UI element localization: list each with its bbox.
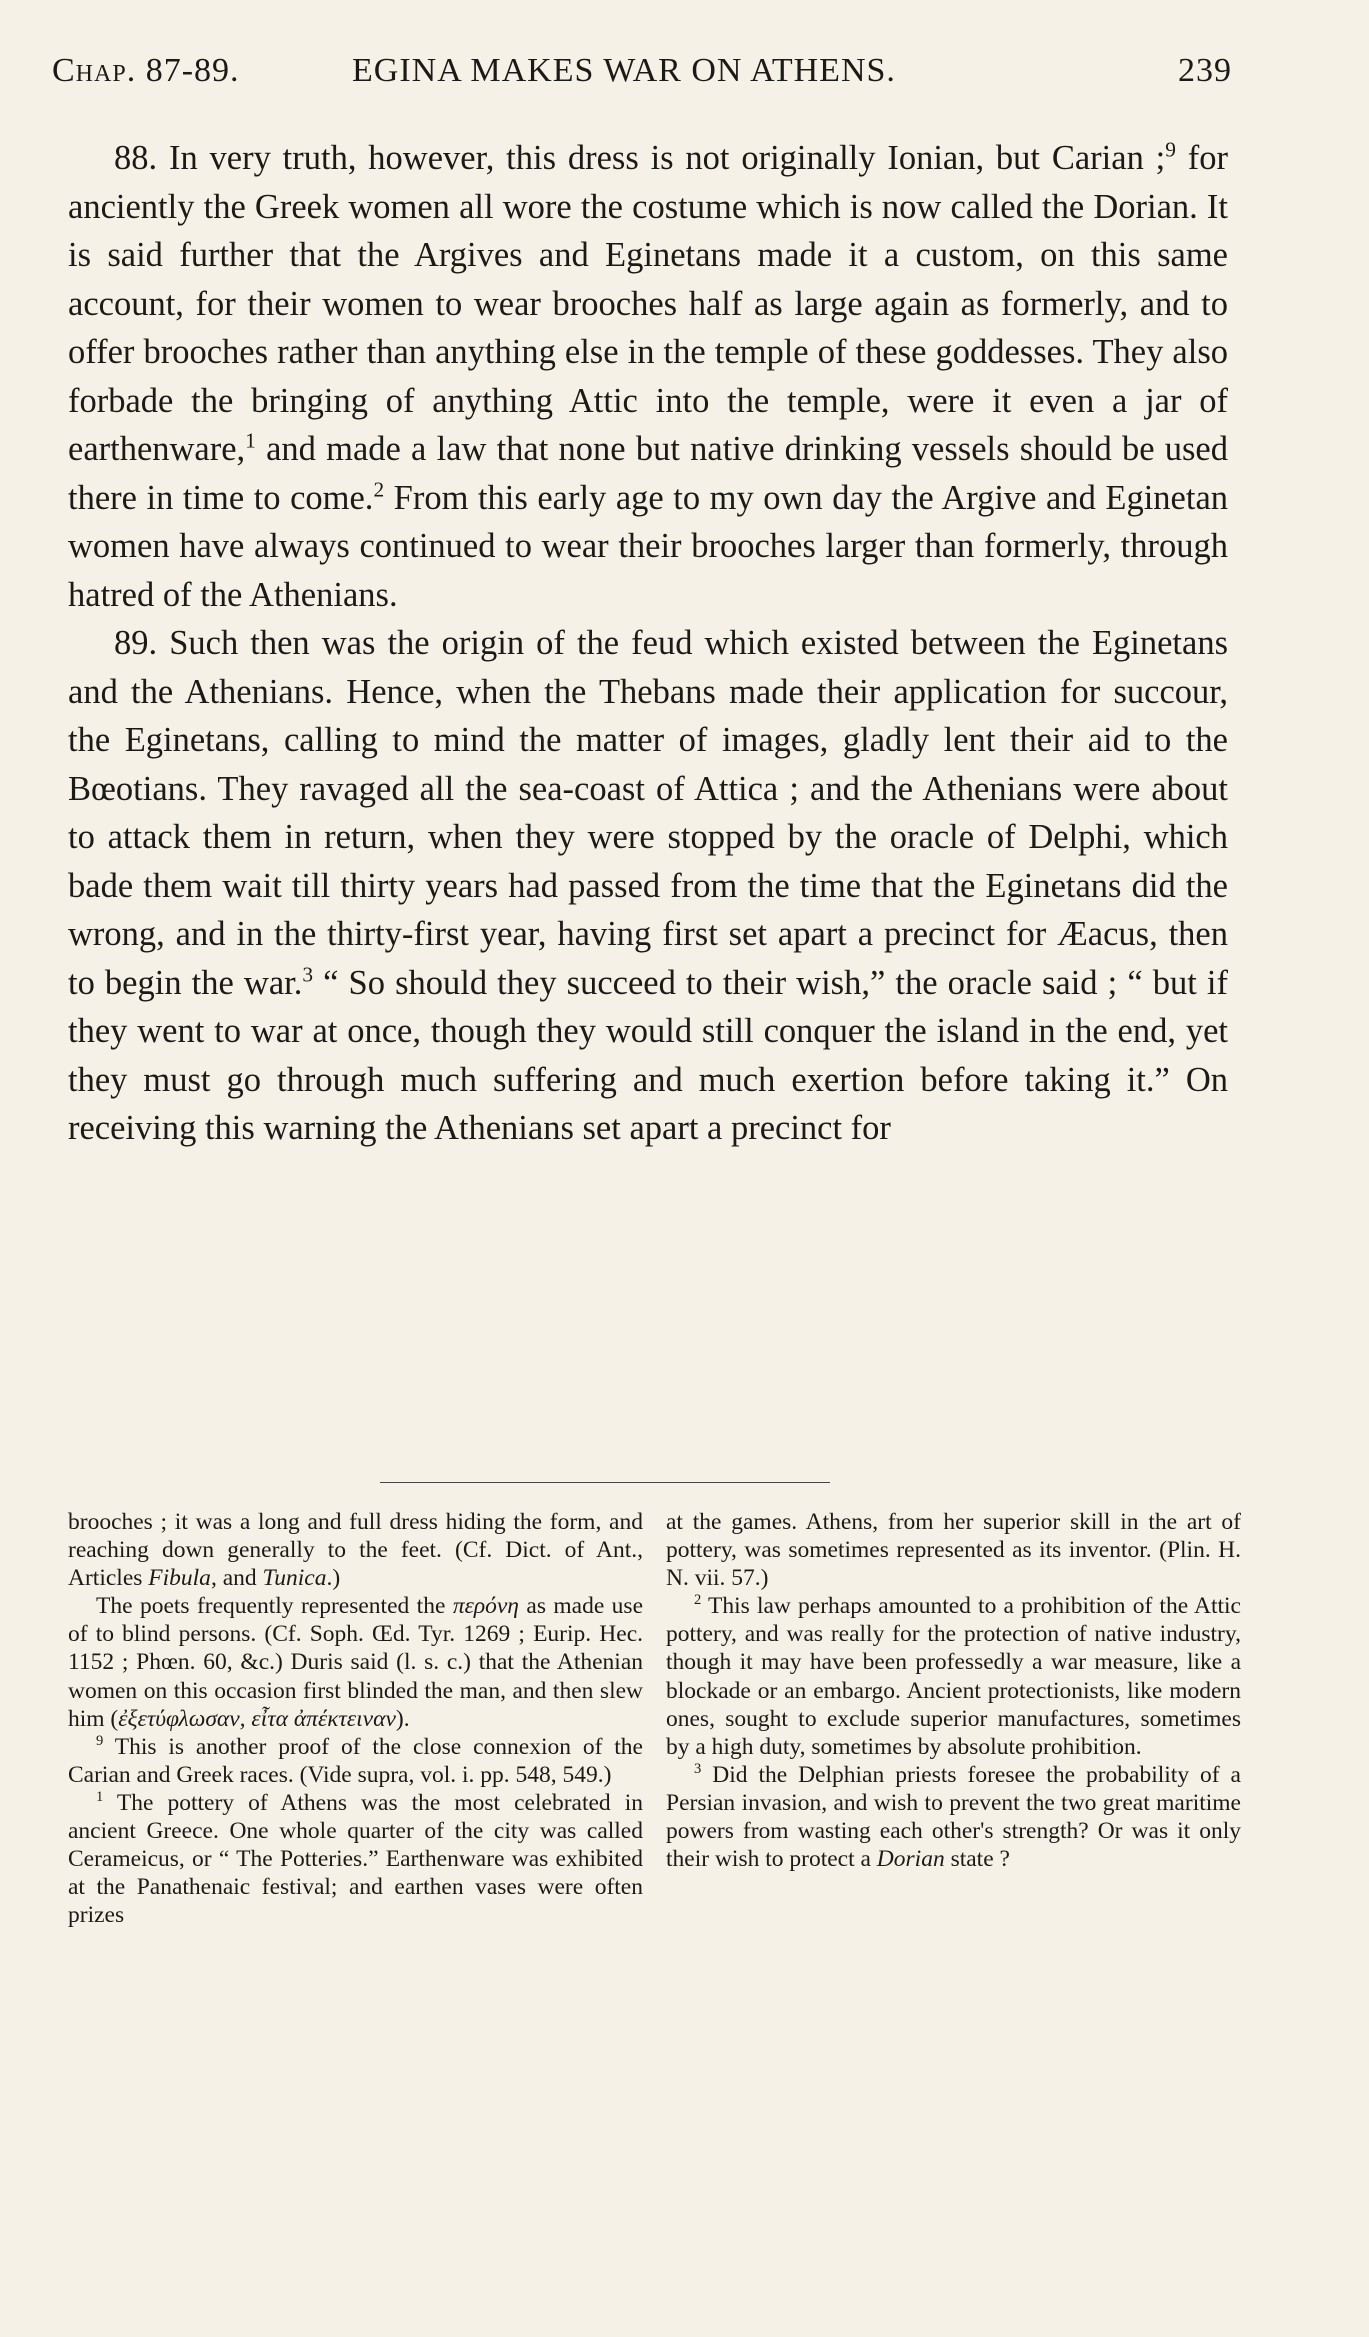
footnote-text: .) bbox=[326, 1565, 341, 1592]
para88-text-1: 88. In very truth, however, this dress is not originally Ionian, but Carian ; bbox=[114, 139, 1166, 177]
footnote-text: , and bbox=[210, 1565, 263, 1592]
para88-text-4: From this early age to my own day the Argive and Eginetan women have always continued to wear their brooches larger than formerly, through hatred of the Athenians. bbox=[68, 478, 1229, 614]
greek-word: περόνη bbox=[452, 1593, 519, 1620]
footnote-number: 2 bbox=[694, 1592, 702, 1609]
footnote-continuation: at the games. Athens, from her superior skill in the art of pottery, was sometimes represented as its inventor. (Plin. H. N. vii. 57.) bbox=[666, 1509, 1241, 1592]
page-number: 239 bbox=[1178, 52, 1232, 89]
footnote-3 bbox=[666, 1761, 1241, 1873]
footnote-text: state ? bbox=[944, 1846, 1010, 1873]
italic-tunica: Tunica bbox=[262, 1565, 327, 1592]
footnote-ref-2: 2 bbox=[373, 477, 385, 501]
footnote-ref-9: 9 bbox=[1165, 137, 1176, 162]
footnotes-left-column bbox=[68, 1508, 643, 1929]
footnote-continuation bbox=[68, 1508, 643, 1592]
footnote-text: This is another proof of the close connexion of the Carian and Greek races. (Vide supra, vol. i. pp. 548, 549.) bbox=[68, 1733, 643, 1788]
page-title: EGINA MAKES WAR ON ATHENS. bbox=[352, 52, 896, 89]
chapter-reference: Chap. 87-89. bbox=[52, 52, 240, 89]
footnote-ref-1: 1 bbox=[245, 428, 256, 453]
footnote-9 bbox=[68, 1733, 643, 1789]
running-header bbox=[52, 52, 1232, 92]
footnote-ref-3: 3 bbox=[302, 962, 314, 986]
footnote-paragraph bbox=[68, 1592, 643, 1732]
footnote-text: The pottery of Athens was the most celebrated in ancient Greece. One whole quarter of the city was called Cerameicus, or “ The Potteries.” Earthenware was exhibited at the Panathenaic festival; and earthen vases were often prizes bbox=[68, 1789, 643, 1929]
para88-text-2: for anciently the Greek women all wore the costume which is now called the Dorian. It is said further that the Argives and Eginetans made it a custom, on this same account, for their women to wear brooches half as large again as formerly, and to offer brooches rather than anything else in the temple of these goddesses. They also forbade the bringing of anything Attic into the temple, were it even a jar of earthenware, bbox=[68, 139, 1229, 468]
footnote-2 bbox=[666, 1592, 1241, 1761]
footnote-text: The poets frequently represented the bbox=[96, 1593, 453, 1620]
footnote-text: as made use of to blind persons. (Cf. Soph. Œd. Tyr. 1269 ; Eurip. Hec. 1152 ; Phœn. 60, &c.) Duris said (l. s. c.) that the Athenian women on this occasion first blinded the man, and then slew him ( bbox=[68, 1593, 644, 1732]
italic-fibula: Fibula bbox=[148, 1565, 211, 1592]
main-text bbox=[68, 134, 1228, 1153]
para88-text-3: and made a law that none but native drinking vessels should be used there in time to come. bbox=[68, 430, 1228, 517]
para89-text-1: 89. Such then was the origin of the feud which existed between the Eginetans and the Athenians. Hence, when the Thebans made their application for succour, the Eginetans, calling to mind the matter of images, gladly lent their aid to the Bœotians. They ravaged all the sea-coast of Attica ; and the Athenians were about to attack them in return, when they were stopped by the oracle of Delphi, which bade them wait till thirty years had passed from the time that the Eginetans did the wrong, and in the thirty-first year, having first set apart a precinct for Æacus, then to begin the war. bbox=[68, 624, 1228, 1002]
footnotes-right-column bbox=[666, 1508, 1241, 1873]
footnote-1 bbox=[68, 1789, 643, 1929]
footnote-number: 3 bbox=[694, 1761, 702, 1778]
paragraph-89 bbox=[68, 619, 1228, 1153]
footnote-number: 9 bbox=[96, 1732, 104, 1749]
greek-phrase: ἐξετύφλωσαν, εἶτα ἀπέκτειναν bbox=[118, 1705, 396, 1732]
footnote-number: 1 bbox=[96, 1789, 104, 1806]
italic-dorian: Dorian bbox=[876, 1846, 945, 1873]
footnote-text: Did the Delphian priests foresee the probability of a Persian invasion, and wish to prevent the two great maritime powers from wasting each other's strength? Or was it only their wish to protect a bbox=[666, 1761, 1241, 1873]
footnote-text: This law perhaps amounted to a prohibition of the Attic pottery, and was really for the protection of native industry, though it may have been professedly a war measure, like a blockade or an embargo. Ancient protectionists, like modern ones, sought to exclude superior manufactures, sometimes by a high duty, sometimes by absolute prohibition. bbox=[666, 1593, 1241, 1760]
footnote-separator bbox=[380, 1482, 830, 1483]
para89-text-2: “ So should they succeed to their wish,” the oracle said ; “ but if they went to war at once, though they would still conquer the island in the end, yet they must go through much suffering and much exertion before taking it.” On receiving this warning the Athenians set apart a precinct for bbox=[68, 963, 1228, 1147]
footnote-text: brooches ; it was a long and full dress hiding the form, and reaching down generally to the feet. (Cf. Dict. of Ant., Articles bbox=[68, 1509, 643, 1592]
paragraph-88 bbox=[68, 134, 1228, 619]
footnote-text: ). bbox=[395, 1705, 410, 1732]
